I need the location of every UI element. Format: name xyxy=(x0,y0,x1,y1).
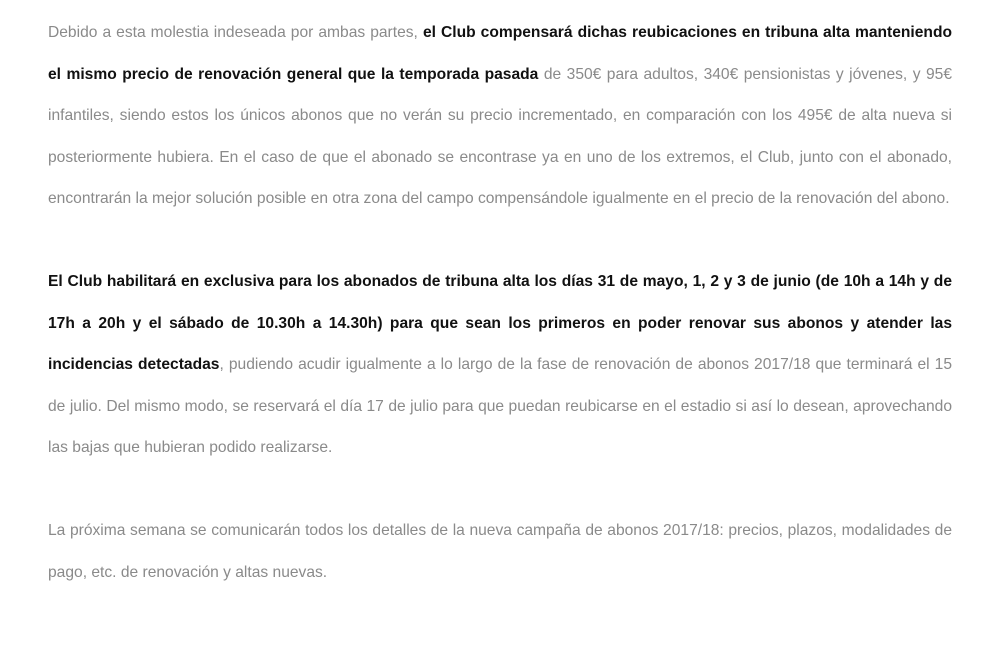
text-segment: Debido a esta molestia indeseada por ambas partes, xyxy=(48,24,423,41)
paragraph-compensation xyxy=(48,12,952,220)
paragraph-renewal-dates xyxy=(48,261,952,469)
document-body xyxy=(48,12,952,593)
text-segment-bold: el Club compensará dichas reubicaciones en tribuna alta manteniendo el mismo precio de renovación general que la temporada pasada xyxy=(48,24,952,83)
paragraph-next-week xyxy=(48,510,952,593)
text-segment: La próxima semana se comunicarán todos los detalles de la nueva campaña de abonos 2017/18: precios, plazos, modalidades de pago, etc. de renovación y altas nuevas. xyxy=(48,522,952,581)
text-segment: , pudiendo acudir igualmente a lo largo de la fase de renovación de abonos 2017/18 que terminará el 15 de julio. Del mismo modo, se reservará el día 17 de julio para que puedan reubicarse en el estadio si así lo desean, aprovechando las bajas que hubieran podido realizarse. xyxy=(48,356,952,456)
text-segment: de 350€ para adultos, 340€ pensionistas y jóvenes, y 95€ infantiles, siendo estos los únicos abonos que no verán su precio incrementado, en comparación con los 495€ de alta nueva si posteriormente hubiera. En el caso de que el abonado se encontrase ya en uno de los extremos, el Club, junto con el abonado, encontrarán la mejor solución posible en otra zona del campo compensándole igualmente en el precio de la renovación del abono. xyxy=(48,65,952,207)
text-segment-bold: El Club habilitará en exclusiva para los abonados de tribuna alta los días 31 de mayo, 1, 2 y 3 de junio (de 10h a 14h y de 17h a 20h y el sábado de 10.30h a 14.30h) para que sean los primeros en poder renovar sus abonos y atender las incidencias detectadas xyxy=(48,273,952,373)
